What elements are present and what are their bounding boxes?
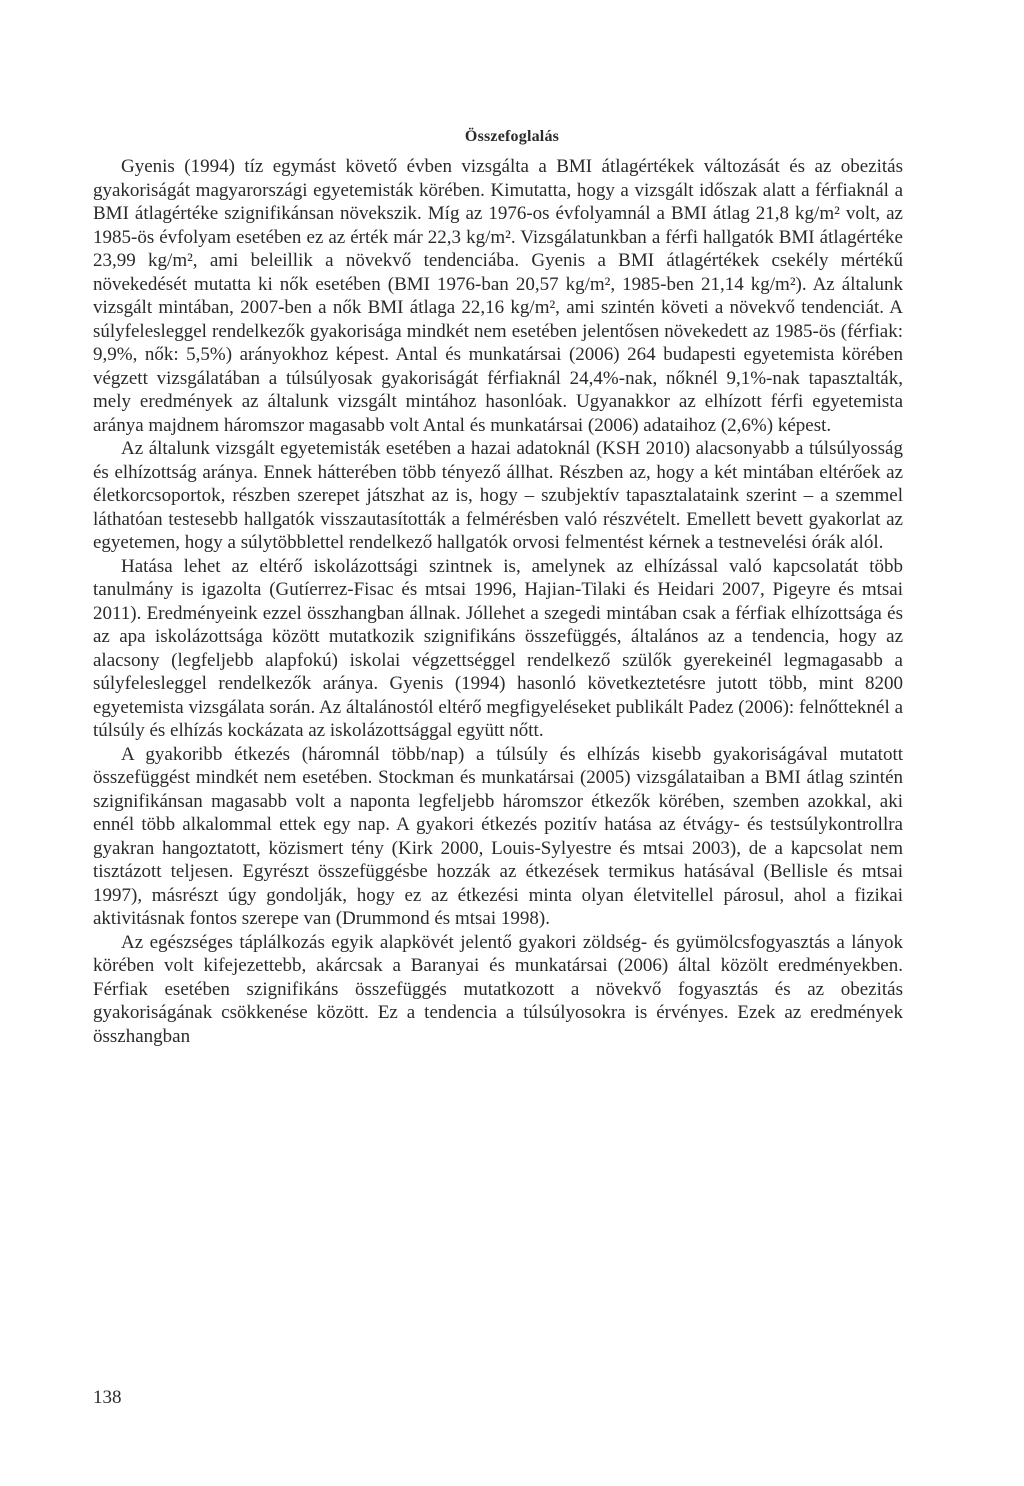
paragraph-vegetable-consumption: Az egészséges táplálkozás egyik alapkövét jelentő gyakori zöldség- és gyümölcsfogyasztás a lányok körében volt kifejezettebb, akárcsak a Baranyai és munkatársai (2006) által közölt eredményekben. Férfiak esetében szignifikáns összefüggés mutatkozott a növekvő fogyasztás és az obezitás gyakoriságának csökkenése között. Ez a tendencia a túlsúlyosokra is érvényes. Ezek az eredmények összhangban [93, 931, 903, 1047]
paragraph-meal-frequency: A gyakoribb étkezés (háromnál több/nap) a túlsúly és elhízás kisebb gyakoriságával mutatott összefüggést mindkét nem esetében. Stockman és munkatársai (2005) vizsgálataiban a BMI átlag szintén szignifikánsan magasabb volt a naponta legfeljebb háromszor étkezők körében, szemben azokkal, aki ennél több alkalommal ettek egy nap. A gyakori étkezés pozitív hatása az étvágy- és testsúlykontrollra gyakran hangoztatott, közismert tény (Kirk 2000, Louis-Sylyestre és mtsai 2003), de a kapcsolat nem tisztázott teljesen. Egyrészt összefüggésbe hozzák az étkezések termikus hatásával (Bellisle és mtsai 1997), másrészt úgy gondolják, hogy ez az étkezési minta olyan életvitellel párosul, ahol a fizikai aktivitásnak fontos szerepe van (Drummond és mtsai 1998). [93, 743, 903, 929]
body-text [93, 155, 903, 1048]
page-number: 138 [93, 1387, 122, 1408]
paragraph-education-level: Hatása lehet az eltérő iskolázottsági szintnek is, amelynek az elhízással való kapcsolatát több tanulmány is igazolta (Gutíerrez-Fisac és mtsai 1996, Hajian-Tilaki és Heidari 2007, Pigeyre és mtsai 2011). Eredményeink ezzel összhangban állnak. Jóllehet a szegedi mintában csak a férfiak elhízottsága és az apa iskolázottsága között mutatkozik szignifikáns összefüggés, általános az a tendencia, hogy az alacsony (legfeljebb alapfokú) iskolai végzettséggel rendelkező szülők gyerekeinél legmagasabb a súlyfelesleggel rendelkezők aránya. Gyenis (1994) hasonló következtetésre jutott több, mint 8200 egyetemista vizsgálata során. Az általánostól eltérő megfigyeléseket publikált Padez (2006): felnőtteknél a túlsúly és elhízás kockázata az iskolázottsággal együtt nőtt. [93, 555, 903, 741]
paragraph-overweight-rates: Az általunk vizsgált egyetemisták esetében a hazai adatoknál (KSH 2010) alacsonyabb a túlsúlyosság és elhízottság aránya. Ennek hátterében több tényező állhat. Részben az, hogy a két mintában eltérőek az életkorcsoportok, részben szerepet játszhat az is, hogy – szubjektív tapasztalataink szerint – a szemmel láthatóan testesebb hallgatók visszautasították a felmérésben való részvételt. Emellett bevett gyakorlat az egyetemen, hogy a súlytöbblettel rendelkező hallgatók orvosi felmentést kérnek a testnevelési órák alól. [93, 438, 903, 553]
paragraph-bmi-trends: Gyenis (1994) tíz egymást követő évben vizsgálta a BMI átlagértékek változását és az obezitás gyakoriságát magyarországi egyetemisták körében. Kimutatta, hogy a vizsgált időszak alatt a férfiaknál a BMI átlagértéke szignifikánsan növekszik. Míg az 1976-os évfolyamnál a BMI átlag 21,8 kg/m² volt, az 1985-ös évfolyam esetében ez az érték már 22,3 kg/m². Vizsgálatunkban a férfi hallgatók BMI átlagértéke 23,99 kg/m², ami beleillik a növekvő tendenciába. Gyenis a BMI átlagértékek csekély mértékű növekedését mutatta ki nők esetében (BMI 1976-ban 20,57 kg/m², 1985-ben 21,14 kg/m²). Az általunk vizsgált mintában, 2007-ben a nők BMI átlaga 22,16 kg/m², ami szintén követi a növekvő tendenciát. A súlyfelesleggel rendelkezők gyakorisága mindkét nem esetében jelentősen növekedett az 1985-ös (férfiak: 9,9%, nők: 5,5%) arányokhoz képest. Antal és munkatársai (2006) 264 budapesti egyetemista körében végzett vizsgálatában a túlsúlyosak gyakoriságát férfiaknál 24,4%-nak, nőknél 9,1%-nak tapasztalták, mely eredmények az általunk vizsgált mintához hasonlóak. Ugyanakkor az elhízott férfi egyetemista aránya majdnem háromszor magasabb volt Antal és munkatársai (2006) adataihoz (2,6%) képest. [93, 156, 903, 436]
section-heading: Összefoglalás [464, 128, 560, 145]
